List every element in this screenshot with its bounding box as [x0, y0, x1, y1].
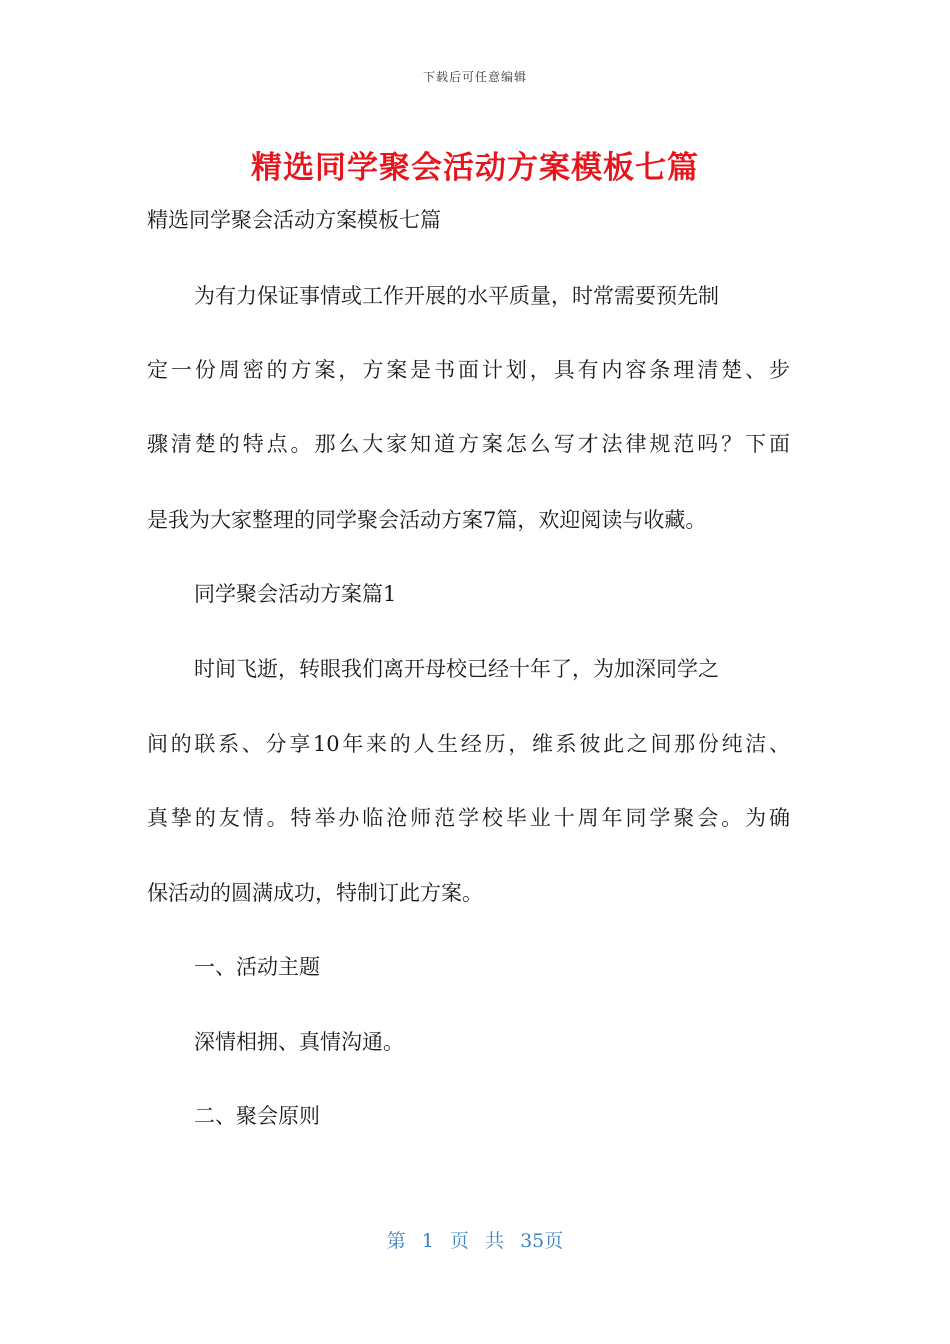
- body-line-4: 保活动的圆满成功，特制订此方案。: [147, 881, 483, 905]
- document-title: 精选同学聚会活动方案模板七篇: [251, 150, 699, 186]
- current-page-number: 1: [421, 1230, 434, 1252]
- footer-ye: 页: [449, 1230, 469, 1252]
- intro-line-1: 为有力保证事情或工作开展的水平质量，时常需要预先制: [194, 284, 719, 308]
- body-line-1: 时间飞逝，转眼我们离开母校已经十年了，为加深同学之: [194, 657, 719, 681]
- body-line-3: 真挚的友情。特举办临沧师范学校毕业十周年同学聚会。为确: [147, 806, 790, 830]
- item1-text: 深情相拥、真情沟通。: [194, 1030, 404, 1054]
- item1-heading: 一、活动主题: [194, 955, 320, 979]
- footer-di: 第: [386, 1230, 406, 1252]
- intro-line-3: 骤清楚的特点。那么大家知道方案怎么写才法律规范吗？下面: [147, 432, 790, 456]
- section-heading: 同学聚会活动方案篇1: [194, 582, 397, 606]
- total-pages: 35页: [520, 1230, 564, 1252]
- subtitle-line: 精选同学聚会活动方案模板七篇: [147, 208, 441, 232]
- header-note: 下载后可任意编辑: [422, 70, 527, 84]
- page-footer: [0, 1226, 950, 1253]
- item2-heading: 二、聚会原则: [194, 1104, 320, 1128]
- body-line-2: 间的联系、分享10年来的人生经历，维系彼此之间那份纯洁、: [147, 732, 790, 756]
- intro-line-2: 定一份周密的方案，方案是书面计划，具有内容条理清楚、步: [147, 358, 790, 382]
- intro-line-4: 是我为大家整理的同学聚会活动方案7篇，欢迎阅读与收藏。: [147, 508, 707, 532]
- footer-gong: 共: [485, 1230, 505, 1252]
